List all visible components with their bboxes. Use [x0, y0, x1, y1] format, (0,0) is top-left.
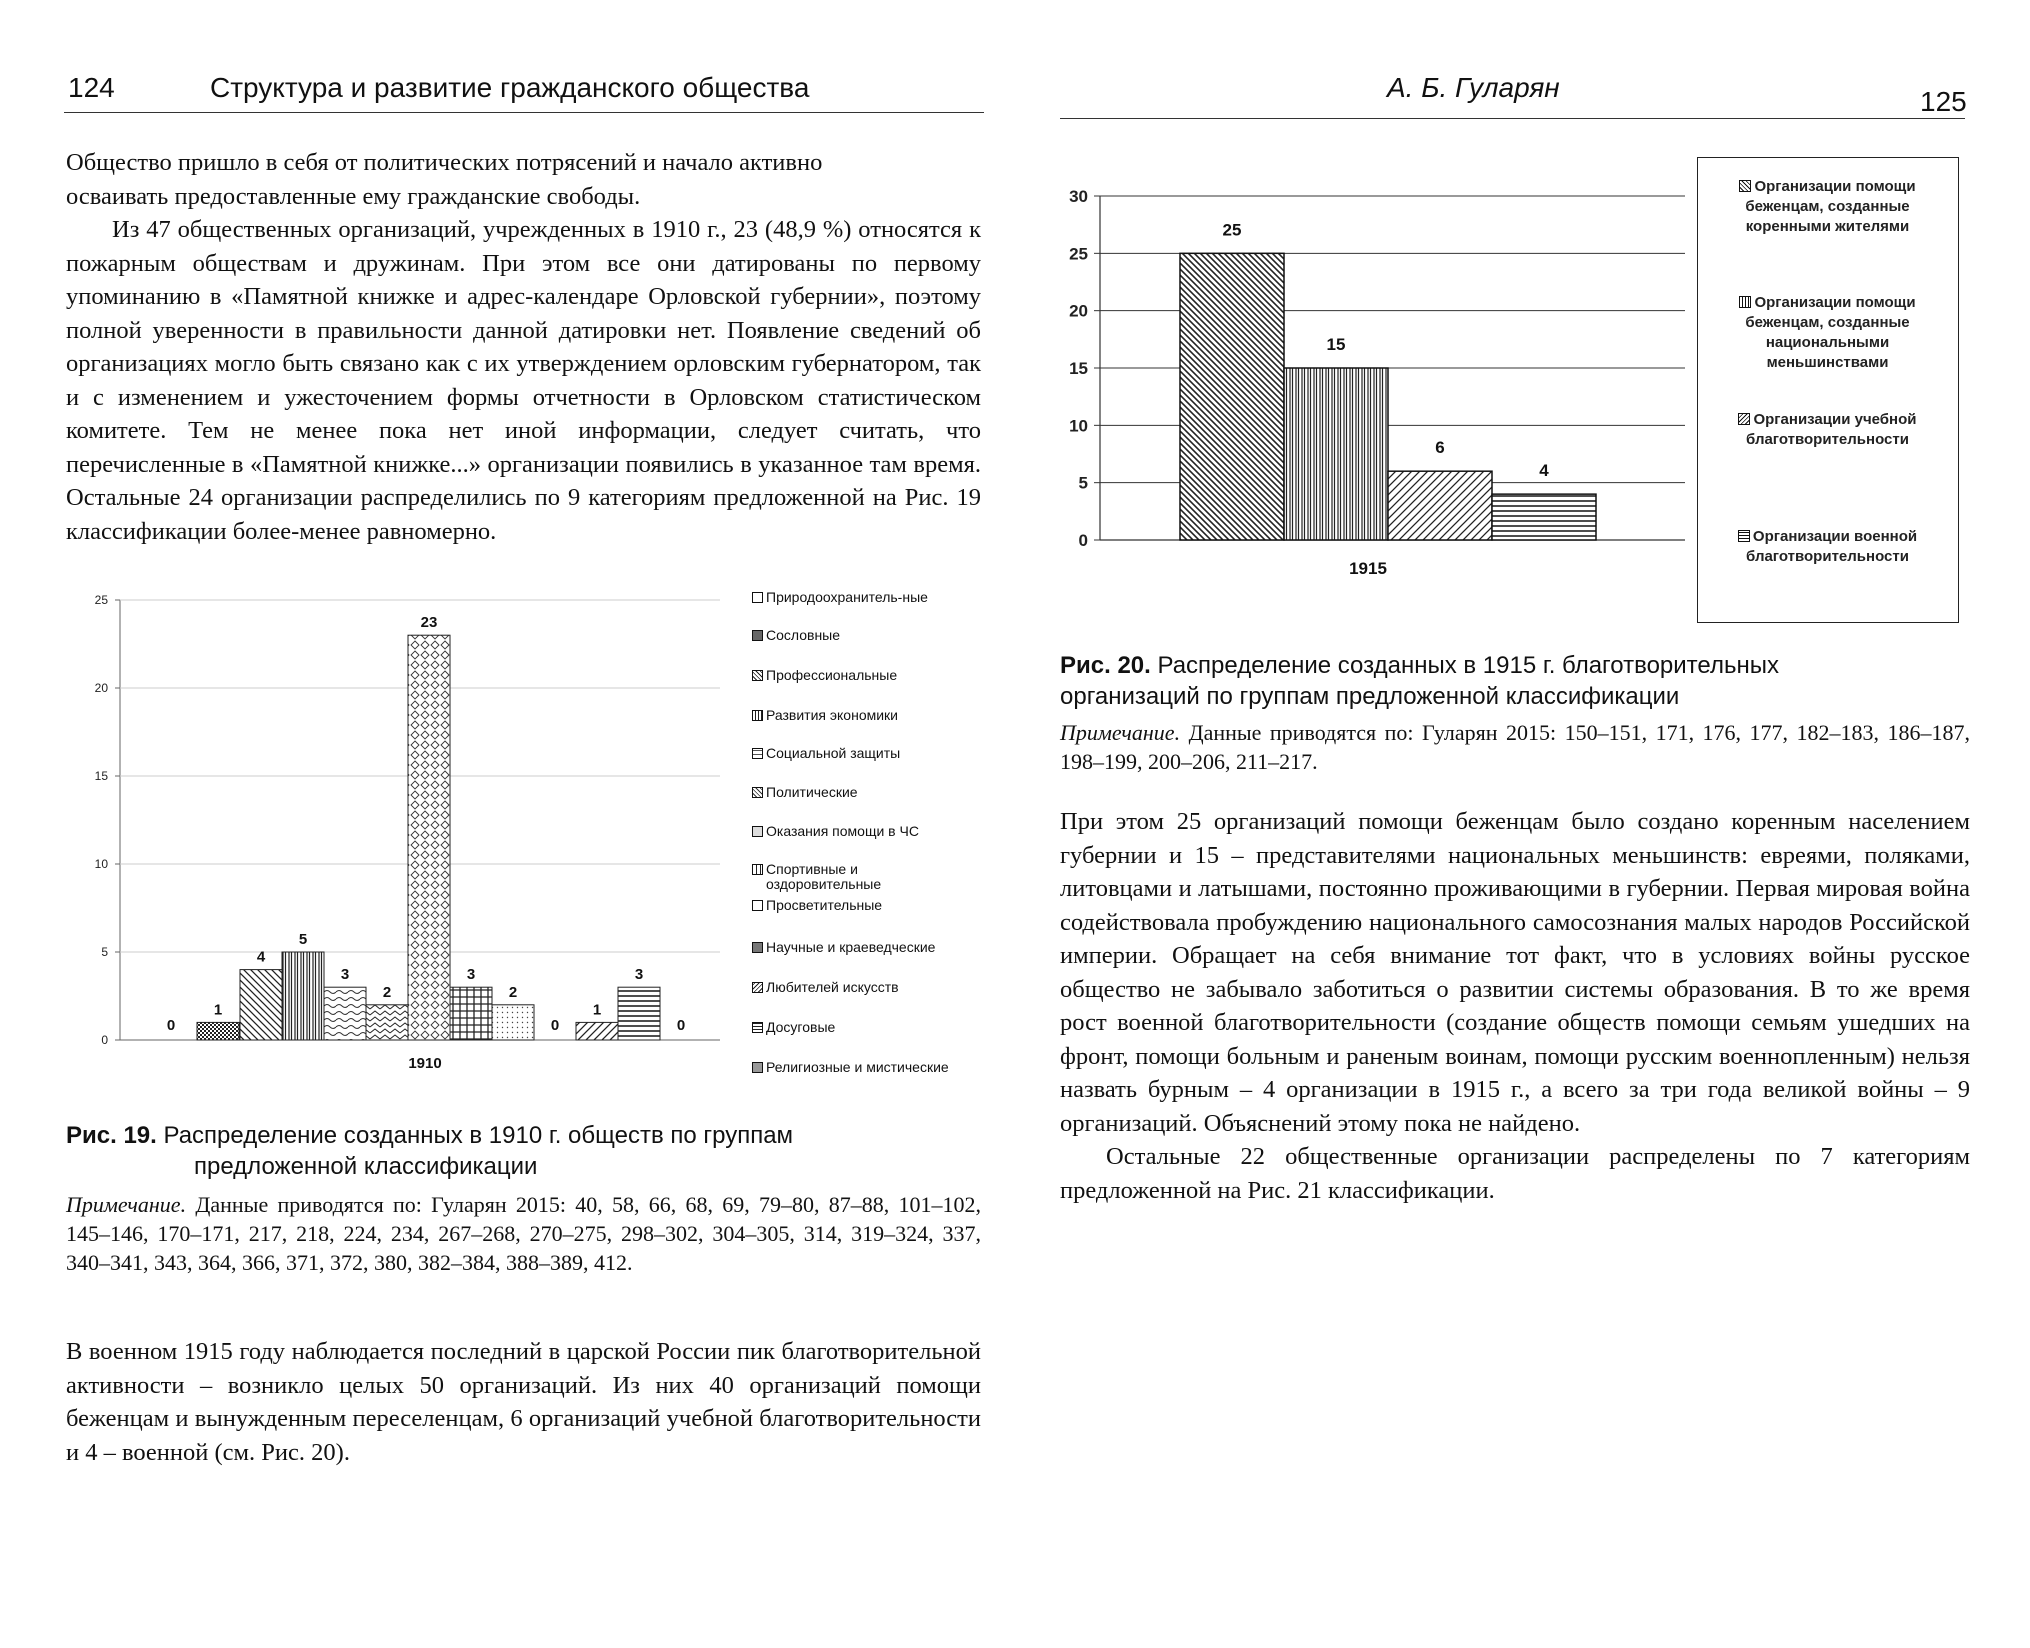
legend-label: Организации помощи беженцам, созданные национальными меньшинствами	[1745, 294, 1916, 371]
header-rule	[64, 112, 984, 113]
bar	[450, 987, 492, 1040]
data-label: 0	[550, 1017, 560, 1034]
data-label: 3	[340, 966, 350, 984]
pattern-swatch-icon	[1738, 413, 1750, 425]
y-tick-label: 15	[1069, 359, 1088, 378]
legend-label: Социальной защиты	[766, 745, 901, 761]
chart-fig20	[1055, 180, 1705, 600]
data-label: 0	[166, 1017, 176, 1034]
left-body-bottom	[66, 1335, 981, 1469]
pattern-swatch-icon	[752, 710, 763, 721]
paragraph-refugees: При этом 25 организаций помощи беженцам было создано коренным населением губернии и 15 – представителями национальных меньшинств: евреями, поляками, литовцами и латышами, постоянно проживающими в губернии. Первая мировая война содействовала пробуждению национального самосознания малых народов Российской империи. Обращает на себя внимание тот факт, что в условиях войны русское общество не забывало заботиться о развитии системы образования. В то же время рост военной благотворительности (создание обществ помощи семьям ушедших на фронт, помощи больным и раненым воинам, помощи русским военнопленным) нельзя назвать бурным – 4 организации в 1915 г., а всего за три года великой войны – 9 организаций. Объяснений этому пока не найдено.	[1060, 808, 1970, 1137]
figure-label: Рис. 19.	[66, 1122, 157, 1149]
legend-label: Организации военной благотворительности	[1746, 528, 1918, 565]
pattern-swatch-icon	[1739, 180, 1751, 192]
legend-item	[1710, 177, 1945, 237]
legend-label: Профессиональные	[766, 667, 898, 683]
pattern-swatch-icon	[1738, 530, 1750, 542]
left-body-top	[66, 146, 981, 548]
y-tick-label: 20	[94, 681, 108, 695]
figure-19-note	[66, 1190, 981, 1277]
note-text: Данные приводятся по: Гуларян 2015: 40, 58, 66, 68, 69, 79–80, 87–88, 101–102, 145–146, 170–171, 217, 218, 224, 234, 267–268, 270–275, 298–302, 304–305, 314, 319–324, 337, 340–341, 343, 364, 366, 371, 372, 380, 382–384, 388–389, 412.	[66, 1192, 981, 1275]
data-label: 4	[1539, 461, 1549, 481]
y-tick-label: 30	[1069, 187, 1088, 206]
legend-label: Религиозные и мистические	[766, 1059, 949, 1075]
figure-19-caption	[66, 1120, 986, 1182]
data-label: 25	[1222, 220, 1242, 240]
y-tick-label: 5	[101, 945, 108, 959]
caption-line2: организаций по группам предложенной классификации	[1060, 683, 1680, 710]
pattern-swatch-icon	[752, 592, 763, 603]
running-head: Структура и развитие гражданского общества	[210, 72, 810, 103]
paragraph-1910: Из 47 общественных организаций, учрежденных в 1910 г., 23 (48,9 %) относятся к пожарным обществам и дружинам. При этом все они датированы по первому упоминанию в «Памятной книжке и адрес-календаре Орловской губернии», поэтому полной уверенности в правильности данной датировки нет. Появление сведений об организациях могло быть связано как с их утверждением орловским губернатором, так и с изменением и ужесточением формы отчетности в Орловском статистическом комитете. Тем не менее пока нет иной информации, следует считать, что перечисленные в «Памятной книжке...» организации появились в указанное там время. Остальные 24 организации распределились по 9 категориям предложенной на Рис. 19 классификации более-менее равномерно.	[66, 216, 981, 545]
legend-item	[752, 824, 962, 839]
paragraph-intro-line2: осваивать предоставленные ему гражданские свободы.	[66, 182, 641, 210]
pattern-swatch-icon	[752, 900, 763, 911]
pattern-swatch-icon	[752, 826, 763, 837]
legend-label: Оказания помощи в ЧС	[766, 823, 919, 839]
legend-item	[752, 590, 962, 605]
legend-item	[752, 1020, 962, 1035]
right-body	[1060, 805, 1970, 1207]
note-label: Примечание.	[1060, 720, 1181, 745]
legend-label: Организации помощи беженцам, созданные коренными жителями	[1745, 178, 1916, 235]
y-tick-label: 15	[94, 769, 108, 783]
legend-item	[752, 898, 962, 913]
x-category-label: 1910	[408, 1055, 442, 1072]
bar	[1492, 494, 1596, 540]
paragraph-intro-line1: Общество пришло в себя от политических потрясений и начало активно	[66, 149, 823, 176]
legend-item	[752, 980, 962, 995]
y-tick-label: 25	[1069, 244, 1088, 264]
legend-item	[752, 785, 962, 800]
pattern-swatch-icon	[752, 1022, 763, 1033]
data-label: 2	[382, 983, 392, 1001]
legend-label: Досуговые	[766, 1019, 836, 1035]
header-rule	[1060, 118, 1965, 119]
data-label: 6	[1435, 438, 1445, 458]
legend-item	[752, 862, 962, 892]
caption-line1: Распределение созданных в 1910 г. обществ по группам	[163, 1122, 794, 1149]
legend-item	[1710, 293, 1945, 373]
figure-20-caption	[1060, 650, 1975, 712]
legend-item	[1710, 527, 1945, 567]
paragraph-remaining: Остальные 22 общественные организации распределены по 7 категориям предложенной на Рис. 21 классификации.	[1060, 1143, 1970, 1204]
legend-item	[752, 1060, 962, 1075]
y-tick-label: 0	[1078, 531, 1088, 550]
legend-label: Сословные	[766, 627, 841, 643]
chart-fig19	[60, 590, 740, 1110]
bar	[324, 987, 366, 1040]
pattern-swatch-icon	[752, 1062, 763, 1073]
bar	[408, 635, 450, 1040]
data-label: 5	[298, 931, 308, 948]
legend-label: Развития экономики	[766, 707, 899, 723]
data-label: 15	[1326, 335, 1346, 354]
data-label: 3	[634, 966, 644, 984]
bar	[492, 1005, 534, 1040]
legend-label: Любителей искусств	[766, 979, 899, 995]
y-tick-label: 10	[1069, 416, 1088, 436]
pattern-swatch-icon	[1739, 296, 1751, 308]
pattern-swatch-icon	[752, 748, 763, 759]
legend-label: Просветительные	[766, 897, 883, 913]
pattern-swatch-icon	[752, 787, 763, 798]
legend-item	[752, 940, 962, 955]
data-label: 1	[213, 1001, 223, 1019]
y-tick-label: 25	[94, 593, 108, 607]
bar	[366, 1005, 408, 1040]
legend-item	[752, 708, 962, 723]
legend-label: Спортивные и оздоровительные	[766, 861, 882, 892]
pattern-swatch-icon	[752, 942, 763, 953]
data-label: 0	[676, 1017, 686, 1034]
caption-line2: предложенной классификации	[194, 1153, 538, 1180]
data-label: 23	[420, 614, 438, 632]
legend-label: Организации учебной благотворительности	[1746, 411, 1917, 448]
legend-label: Политические	[766, 784, 858, 800]
figure-label: Рис. 20.	[1060, 652, 1151, 679]
legend-item	[752, 668, 962, 683]
pattern-swatch-icon	[752, 982, 763, 993]
data-label: 3	[466, 966, 476, 984]
legend-label: Природоохранитель-ные	[766, 589, 928, 605]
page-number: 124	[68, 72, 115, 103]
bar	[1180, 253, 1284, 540]
bar	[1284, 368, 1388, 540]
page-number: 125	[1920, 86, 1967, 117]
y-tick-label: 10	[94, 857, 108, 871]
bar	[282, 952, 324, 1040]
x-category-label: 1915	[1349, 559, 1387, 578]
legend-item	[752, 746, 962, 761]
figure-20-note	[1060, 718, 1970, 776]
data-label: 1	[592, 1001, 602, 1019]
note-label: Примечание.	[66, 1192, 187, 1217]
legend-item	[1710, 410, 1945, 450]
paragraph-1915: В военном 1915 году наблюдается последний в царской России пик благотворительной активности – возникло целых 50 организаций. Из них 40 организаций помощи беженцам и вынужденным переселенцам, 6 организаций учебной благотворительности и 4 – военной (см. Рис. 20).	[66, 1338, 981, 1466]
running-head: А. Б. Гуларян	[1387, 72, 1560, 103]
legend-item	[752, 628, 962, 643]
legend-label: Научные и краеведческие	[766, 939, 936, 955]
bar	[576, 1022, 618, 1040]
data-label: 4	[256, 948, 266, 966]
y-tick-label: 20	[1069, 301, 1088, 321]
pattern-swatch-icon	[752, 864, 763, 875]
y-tick-label: 0	[101, 1033, 108, 1047]
bar	[197, 1022, 239, 1040]
bar	[618, 987, 660, 1040]
bar	[1388, 471, 1492, 540]
pattern-swatch-icon	[752, 630, 763, 641]
note-text: Данные приводятся по: Гуларян 2015: 150–151, 171, 176, 177, 182–183, 186–187, 198–199, 200–206, 211–217.	[1060, 720, 1970, 774]
pattern-swatch-icon	[752, 670, 763, 681]
y-tick-label: 5	[1078, 473, 1088, 493]
bar	[240, 970, 282, 1040]
caption-line1: Распределение созданных в 1915 г. благотворительных	[1157, 652, 1779, 679]
data-label: 2	[508, 983, 518, 1001]
